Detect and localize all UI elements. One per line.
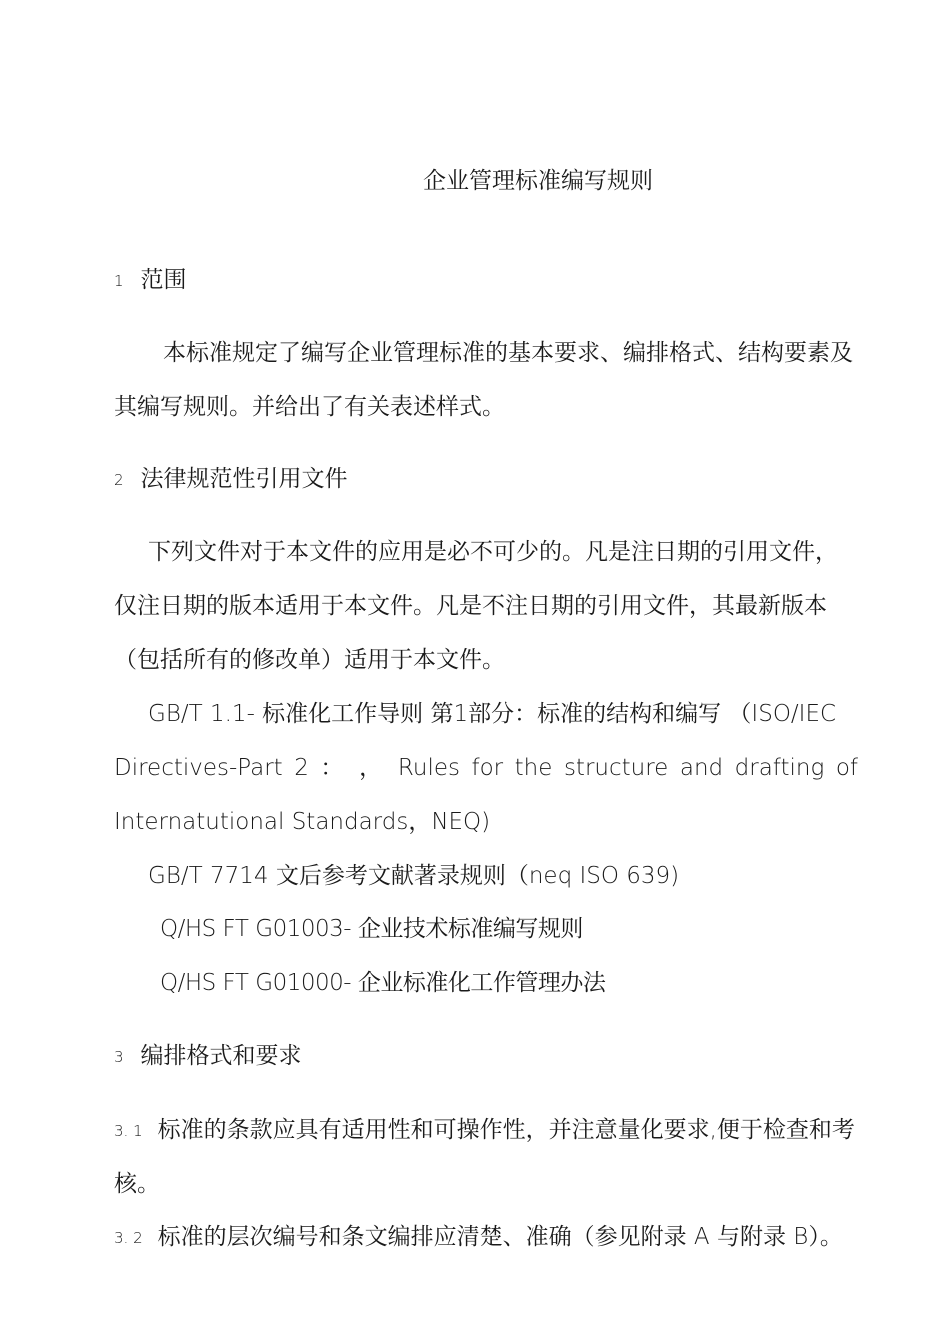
document-title: 企业管理标准编写规则: [423, 168, 653, 194]
section-title: 法律规范性引用文件: [140, 466, 348, 492]
section-3-heading: [114, 1041, 302, 1072]
reference-gbt-1-1-line-3: Internatutional Standards，NEQ): [114, 809, 491, 835]
clause-3-1-line-1: [114, 1115, 855, 1146]
scope-paragraph-line-2: 其编写规则。并给出了有关表述样式。: [114, 394, 505, 420]
clause-number: 3. 2: [114, 1229, 143, 1247]
normative-paragraph-line-2: 仅注日期的版本适用于本文件。凡是不注日期的引用文件，其最新版本: [114, 593, 827, 619]
section-number: 3: [114, 1048, 124, 1066]
section-2-heading: [114, 464, 348, 495]
section-title: 范围: [140, 267, 187, 293]
clause-text: 标准的层次编号和条文编排应清楚、准确（参见附录 A 与附录 B）。: [157, 1224, 843, 1250]
clause-text: 标准的条款应具有适用性和可操作性，并注意量化要求,便于检查和考: [157, 1117, 855, 1143]
reference-gbt-1-1-line-2: Directives-Part 2 ： ， Rules for the structure and drafting of: [114, 755, 858, 781]
reference-qhs-000: Q/HS FT G01000- 企业标准化工作管理办法: [160, 970, 606, 996]
section-number: 2: [114, 471, 124, 489]
reference-gbt-1-1-line-1: GB/T 1.1- 标准化工作导则 第1部分：标准的结构和编写 （ISO/IEC: [148, 701, 837, 727]
clause-number: 3. 1: [114, 1122, 143, 1140]
section-number: 1: [114, 272, 124, 290]
normative-paragraph-line-3: （包括所有的修改单）适用于本文件。: [114, 647, 505, 673]
section-1-heading: [114, 265, 187, 296]
clause-3-2-line-1: [114, 1222, 843, 1253]
scope-paragraph-line-1: 本标准规定了编写企业管理标准的基本要求、编排格式、结构要素及: [163, 340, 853, 366]
section-title: 编排格式和要求: [140, 1043, 302, 1069]
clause-3-1-line-2: 核。: [114, 1171, 160, 1197]
reference-gbt-7714: GB/T 7714 文后参考文献著录规则（neq ISO 639): [148, 863, 680, 889]
reference-qhs-003: Q/HS FT G01003- 企业技术标准编写规则: [160, 916, 583, 942]
normative-paragraph-line-1: 下列文件对于本文件的应用是必不可少的。凡是注日期的引用文件，: [148, 539, 838, 565]
